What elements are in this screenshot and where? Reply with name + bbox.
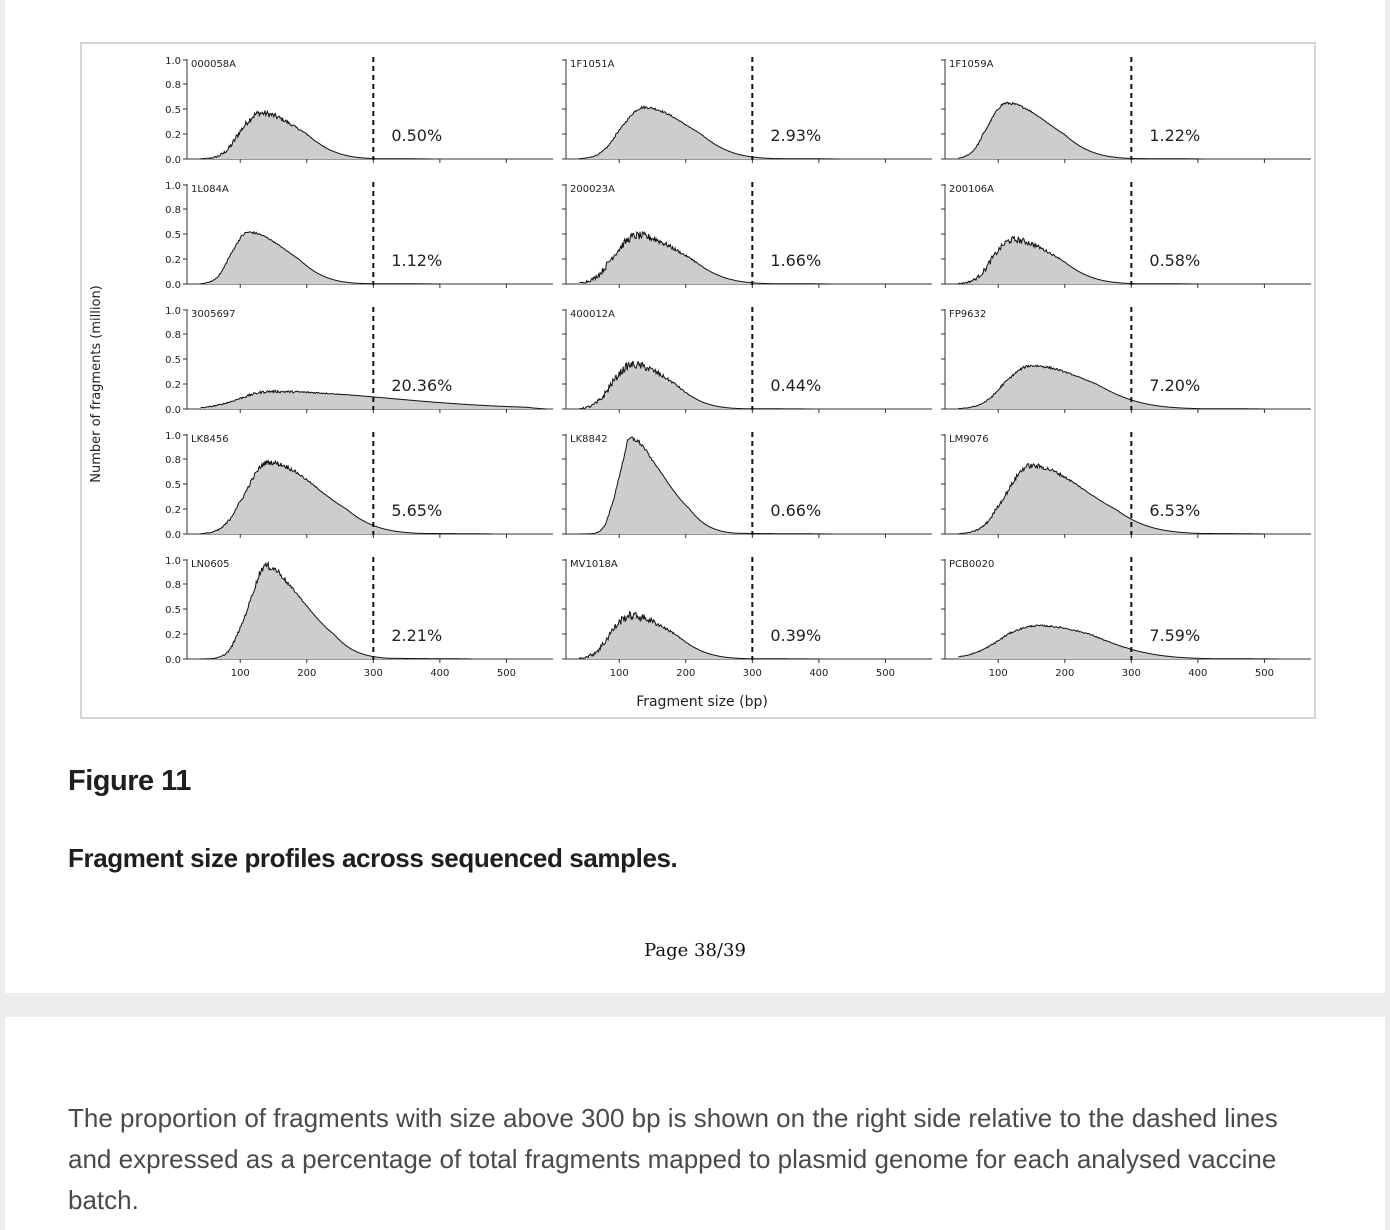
x-tick-label: 300 bbox=[742, 668, 762, 679]
x-tick-label: 200 bbox=[1055, 668, 1075, 679]
histogram-area bbox=[958, 625, 1277, 659]
x-tick-label: 400 bbox=[1188, 668, 1208, 679]
sample-label: 1L084A bbox=[191, 184, 229, 195]
sample-label: 200023A bbox=[570, 184, 616, 195]
x-tick-label: 500 bbox=[496, 668, 516, 679]
percentage-label: 1.22% bbox=[1149, 126, 1201, 145]
y-tick-label: 1.0 bbox=[165, 181, 181, 192]
y-tick-label: 0.5 bbox=[165, 480, 181, 491]
percentage-label: 1.12% bbox=[391, 251, 443, 270]
y-tick-label: 0.0 bbox=[165, 155, 181, 166]
fragment-size-chart bbox=[82, 44, 1314, 717]
figure-title: Fragment size profiles across sequenced samples. bbox=[68, 843, 678, 873]
y-tick-label: 0.5 bbox=[165, 230, 181, 241]
sample-label: LM9076 bbox=[949, 434, 989, 445]
x-tick-label: 400 bbox=[809, 668, 829, 679]
y-tick-label: 0.8 bbox=[165, 580, 181, 591]
y-axis-title: Number of fragments (million) bbox=[89, 285, 104, 483]
y-tick-label: 1.0 bbox=[165, 556, 181, 567]
percentage-label: 2.21% bbox=[391, 626, 443, 645]
x-tick-label: 500 bbox=[1254, 668, 1274, 679]
figure-footnote: The proportion of fragments with size above 300 bp is shown on the right side relative to the dashed lines and expressed as a percentage of total fragments mapped to plasmid genome for each analysed vaccine batch. bbox=[68, 1103, 1278, 1215]
y-tick-label: 1.0 bbox=[165, 431, 181, 442]
page-number: Page 38/39 bbox=[644, 940, 746, 961]
y-tick-label: 0.2 bbox=[165, 255, 181, 266]
y-tick-label: 0.8 bbox=[165, 80, 181, 91]
y-tick-label: 1.0 bbox=[165, 56, 181, 67]
y-tick-label: 0.5 bbox=[165, 605, 181, 616]
y-tick-label: 0.8 bbox=[165, 205, 181, 216]
sample-label: 400012A bbox=[570, 309, 616, 320]
x-tick-label: 200 bbox=[297, 668, 317, 679]
x-tick-label: 100 bbox=[609, 668, 629, 679]
x-tick-label: 500 bbox=[875, 668, 895, 679]
y-tick-label: 0.0 bbox=[165, 405, 181, 416]
y-tick-label: 0.2 bbox=[165, 630, 181, 641]
figure-panel-grid bbox=[80, 42, 1316, 719]
percentage-label: 0.39% bbox=[770, 626, 822, 645]
percentage-label: 6.53% bbox=[1149, 501, 1201, 520]
x-tick-label: 300 bbox=[363, 668, 383, 679]
y-tick-label: 0.2 bbox=[165, 130, 181, 141]
percentage-label: 0.44% bbox=[770, 376, 822, 395]
y-tick-label: 0.8 bbox=[165, 455, 181, 466]
sample-label: 000058A bbox=[191, 59, 237, 70]
percentage-label: 5.65% bbox=[391, 501, 443, 520]
sample-label: LK8456 bbox=[191, 434, 229, 445]
x-tick-label: 300 bbox=[1121, 668, 1141, 679]
y-tick-label: 0.0 bbox=[165, 530, 181, 541]
y-tick-label: 0.2 bbox=[165, 380, 181, 391]
sample-label: LN0605 bbox=[191, 559, 230, 570]
sample-label: MV1018A bbox=[570, 559, 618, 570]
y-tick-label: 0.5 bbox=[165, 105, 181, 116]
histogram-area bbox=[200, 460, 492, 534]
x-tick-label: 100 bbox=[230, 668, 250, 679]
y-tick-label: 0.0 bbox=[165, 280, 181, 291]
percentage-label: 0.58% bbox=[1149, 251, 1201, 270]
percentage-label: 0.50% bbox=[391, 126, 443, 145]
sample-label: 3005697 bbox=[191, 309, 236, 320]
sample-label: 1F1051A bbox=[570, 59, 615, 70]
y-tick-label: 0.0 bbox=[165, 655, 181, 666]
x-tick-label: 200 bbox=[676, 668, 696, 679]
percentage-label: 7.59% bbox=[1149, 626, 1201, 645]
percentage-label: 7.20% bbox=[1149, 376, 1201, 395]
percentage-label: 1.66% bbox=[770, 251, 822, 270]
sample-label: FP9632 bbox=[949, 309, 987, 320]
y-tick-label: 0.2 bbox=[165, 505, 181, 516]
percentage-label: 0.66% bbox=[770, 501, 822, 520]
x-axis-title: Fragment size (bp) bbox=[636, 694, 768, 710]
percentage-label: 20.36% bbox=[391, 376, 453, 395]
y-tick-label: 0.8 bbox=[165, 330, 181, 341]
figure-label: Figure 11 bbox=[68, 765, 191, 797]
percentage-label: 2.93% bbox=[770, 126, 822, 145]
sample-label: 200106A bbox=[949, 184, 995, 195]
sample-label: PCB0020 bbox=[949, 559, 995, 570]
histogram-area bbox=[958, 365, 1264, 409]
x-tick-label: 400 bbox=[430, 668, 450, 679]
sample-label: 1F1059A bbox=[949, 59, 994, 70]
sample-label: LK8842 bbox=[570, 434, 608, 445]
y-tick-label: 1.0 bbox=[165, 306, 181, 317]
y-tick-label: 0.5 bbox=[165, 355, 181, 366]
x-tick-label: 100 bbox=[988, 668, 1008, 679]
